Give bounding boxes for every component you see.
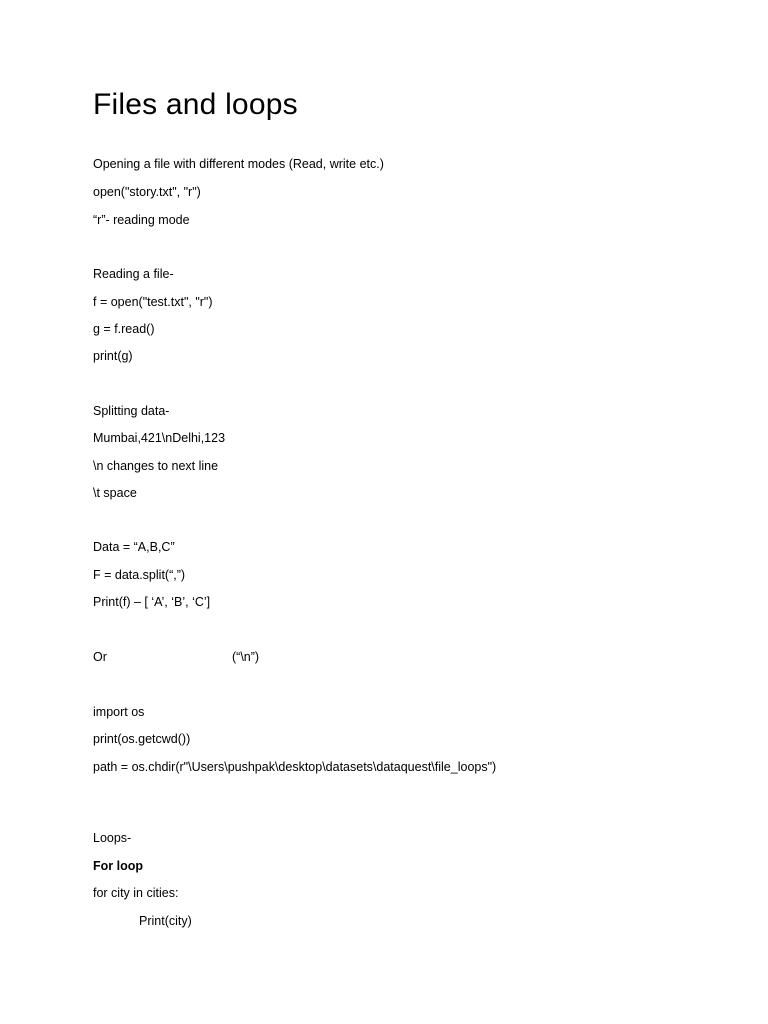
- sample-data-line: Mumbai,421\nDelhi,123: [93, 431, 226, 445]
- reading-file-heading: Reading a file-: [93, 267, 174, 281]
- read-code: g = f.read(): [93, 322, 155, 336]
- page-title: Files and loops: [93, 88, 298, 121]
- for-loop-heading: For loop: [93, 859, 143, 873]
- data-assign-code: Data = “A,B,C”: [93, 540, 175, 554]
- open-story-code: open("story.txt", "r"): [93, 185, 201, 199]
- for-loop-code: for city in cities:: [93, 886, 179, 900]
- splitting-data-heading: Splitting data-: [93, 404, 170, 418]
- reading-mode-note: “r”- reading mode: [93, 213, 190, 227]
- print-g-code: print(g): [93, 349, 133, 363]
- or-newline-value: (“\n”): [232, 650, 260, 664]
- or-label: Or: [93, 650, 107, 664]
- import-os-code: import os: [93, 705, 145, 719]
- or-line: [93, 649, 260, 665]
- print-result-code: Print(f) – [ ‘A’, ‘B’, ‘C’]: [93, 595, 211, 609]
- loops-heading: Loops-: [93, 831, 132, 845]
- split-code: F = data.split(“,”): [93, 568, 186, 582]
- getcwd-code: print(os.getcwd()): [93, 732, 191, 746]
- print-city-code: Print(city): [139, 914, 192, 928]
- tab-note: \t space: [93, 486, 137, 500]
- newline-note: \n changes to next line: [93, 459, 219, 473]
- open-test-code: f = open("test.txt", "r"): [93, 295, 213, 309]
- file-modes-heading: Opening a file with different modes (Read, write etc.): [93, 157, 384, 171]
- chdir-code: path = os.chdir(r"\Users\pushpak\desktop\datasets\dataquest\file_loops"): [93, 760, 497, 774]
